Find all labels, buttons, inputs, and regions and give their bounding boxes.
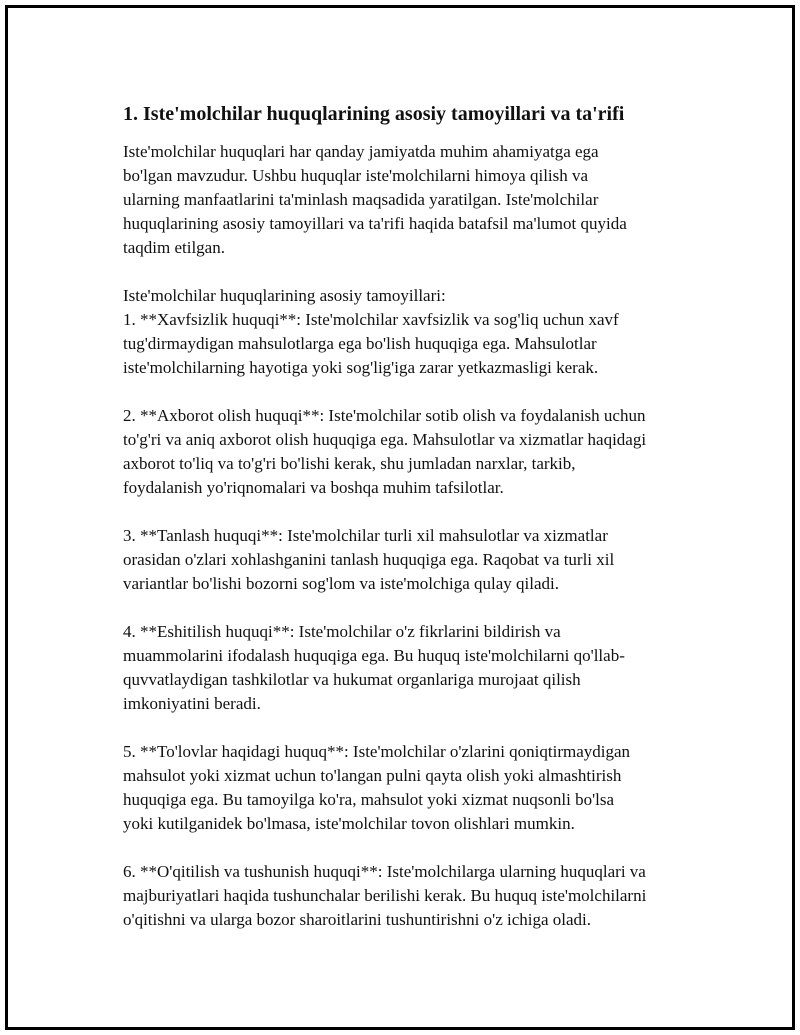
text-line: Iste'molchilar huquqlari har qanday jamiyatda muhim ahamiyatga ega	[123, 142, 599, 161]
text-line: iste'molchilarning hayotiga yoki sog'lig'iga zarar yetkazmasligi kerak.	[123, 358, 599, 377]
text-line: 3. **Tanlash huquqi**: Iste'molchilar turli xil mahsulotlar va xizmatlar	[123, 526, 608, 545]
principle-6-paragraph	[123, 860, 703, 932]
text-line: tug'dirmaydigan mahsulotlarga ega bo'lish huquqiga ega. Mahsulotlar	[123, 334, 597, 353]
text-line: 4. **Eshitilish huquqi**: Iste'molchilar o'z fikrlarini bildirish va	[123, 622, 561, 641]
principle-5-paragraph	[123, 740, 703, 836]
text-line: 5. **To'lovlar haqidagi huquq**: Iste'molchilar o'zlarini qoniqtirmaydigan	[123, 742, 631, 761]
principles-heading: Iste'molchilar huquqlarining asosiy tamoyillari:	[123, 286, 446, 305]
principle-2-paragraph	[123, 404, 703, 500]
principle-4-paragraph	[123, 620, 703, 716]
principle-3-paragraph	[123, 524, 703, 596]
text-line: o'qitishni va ularga bozor sharoitlarini tushuntirishni o'z ichiga oladi.	[123, 910, 592, 929]
text-line: majburiyatlari haqida tushunchalar berilishi kerak. Bu huquq iste'molchilarni	[123, 886, 647, 905]
text-line: ularning manfaatlarini ta'minlash maqsadida yaratilgan. Iste'molchilar	[123, 190, 599, 209]
text-line: variantlar bo'lishi bozorni sog'lom va iste'molchiga qulay qiladi.	[123, 574, 559, 593]
intro-paragraph	[123, 140, 703, 260]
text-line: 6. **O'qitilish va tushunish huquqi**: Iste'molchilarga ularning huquqlari va	[123, 862, 646, 881]
text-line: taqdim etilgan.	[123, 238, 225, 257]
text-line: axborot to'liq va to'g'ri bo'lishi kerak, shu jumladan narxlar, tarkib,	[123, 454, 576, 473]
text-line: 1. **Xavfsizlik huquqi**: Iste'molchilar xavfsizlik va sog'liq uchun xavf	[123, 310, 619, 329]
text-line: mahsulot yoki xizmat uchun to'langan pulni qayta olish yoki almashtirish	[123, 766, 622, 785]
text-line: 2. **Axborot olish huquqi**: Iste'molchilar sotib olish va foydalanish uchun	[123, 406, 646, 425]
text-line: muammolarini ifodalash huquqiga ega. Bu huquq iste'molchilarni qo'llab-	[123, 646, 625, 665]
document-body	[123, 98, 703, 932]
text-line: imkoniyatini beradi.	[123, 694, 261, 713]
text-line: quvvatlaydigan tashkilotlar va hukumat organlariga murojaat qilish	[123, 670, 581, 689]
text-line: foydalanish yo'riqnomalari va boshqa muhim tafsilotlar.	[123, 478, 504, 497]
text-line: yoki kutilganidek bo'lmasa, iste'molchilar tovon olishlari mumkin.	[123, 814, 575, 833]
text-line: huquqiga ega. Bu tamoyilga ko'ra, mahsulot yoki xizmat nuqsonli bo'lsa	[123, 790, 615, 809]
principle-1-paragraph	[123, 284, 703, 380]
text-line: huquqlarining asosiy tamoyillari va ta'rifi haqida batafsil ma'lumot quyida	[123, 214, 627, 233]
page-frame	[5, 5, 795, 1030]
text-line: to'g'ri va aniq axborot olish huquqiga ega. Mahsulotlar va xizmatlar haqidagi	[123, 430, 647, 449]
text-line: bo'lgan mavzudur. Ushbu huquqlar iste'molchilarni himoya qilish va	[123, 166, 589, 185]
text-line: orasidan o'zlari xohlashganini tanlash huquqiga ega. Raqobat va turli xil	[123, 550, 615, 569]
document-title: 1. Iste'molchilar huquqlarining asosiy tamoyillari va ta'rifi	[123, 103, 625, 125]
